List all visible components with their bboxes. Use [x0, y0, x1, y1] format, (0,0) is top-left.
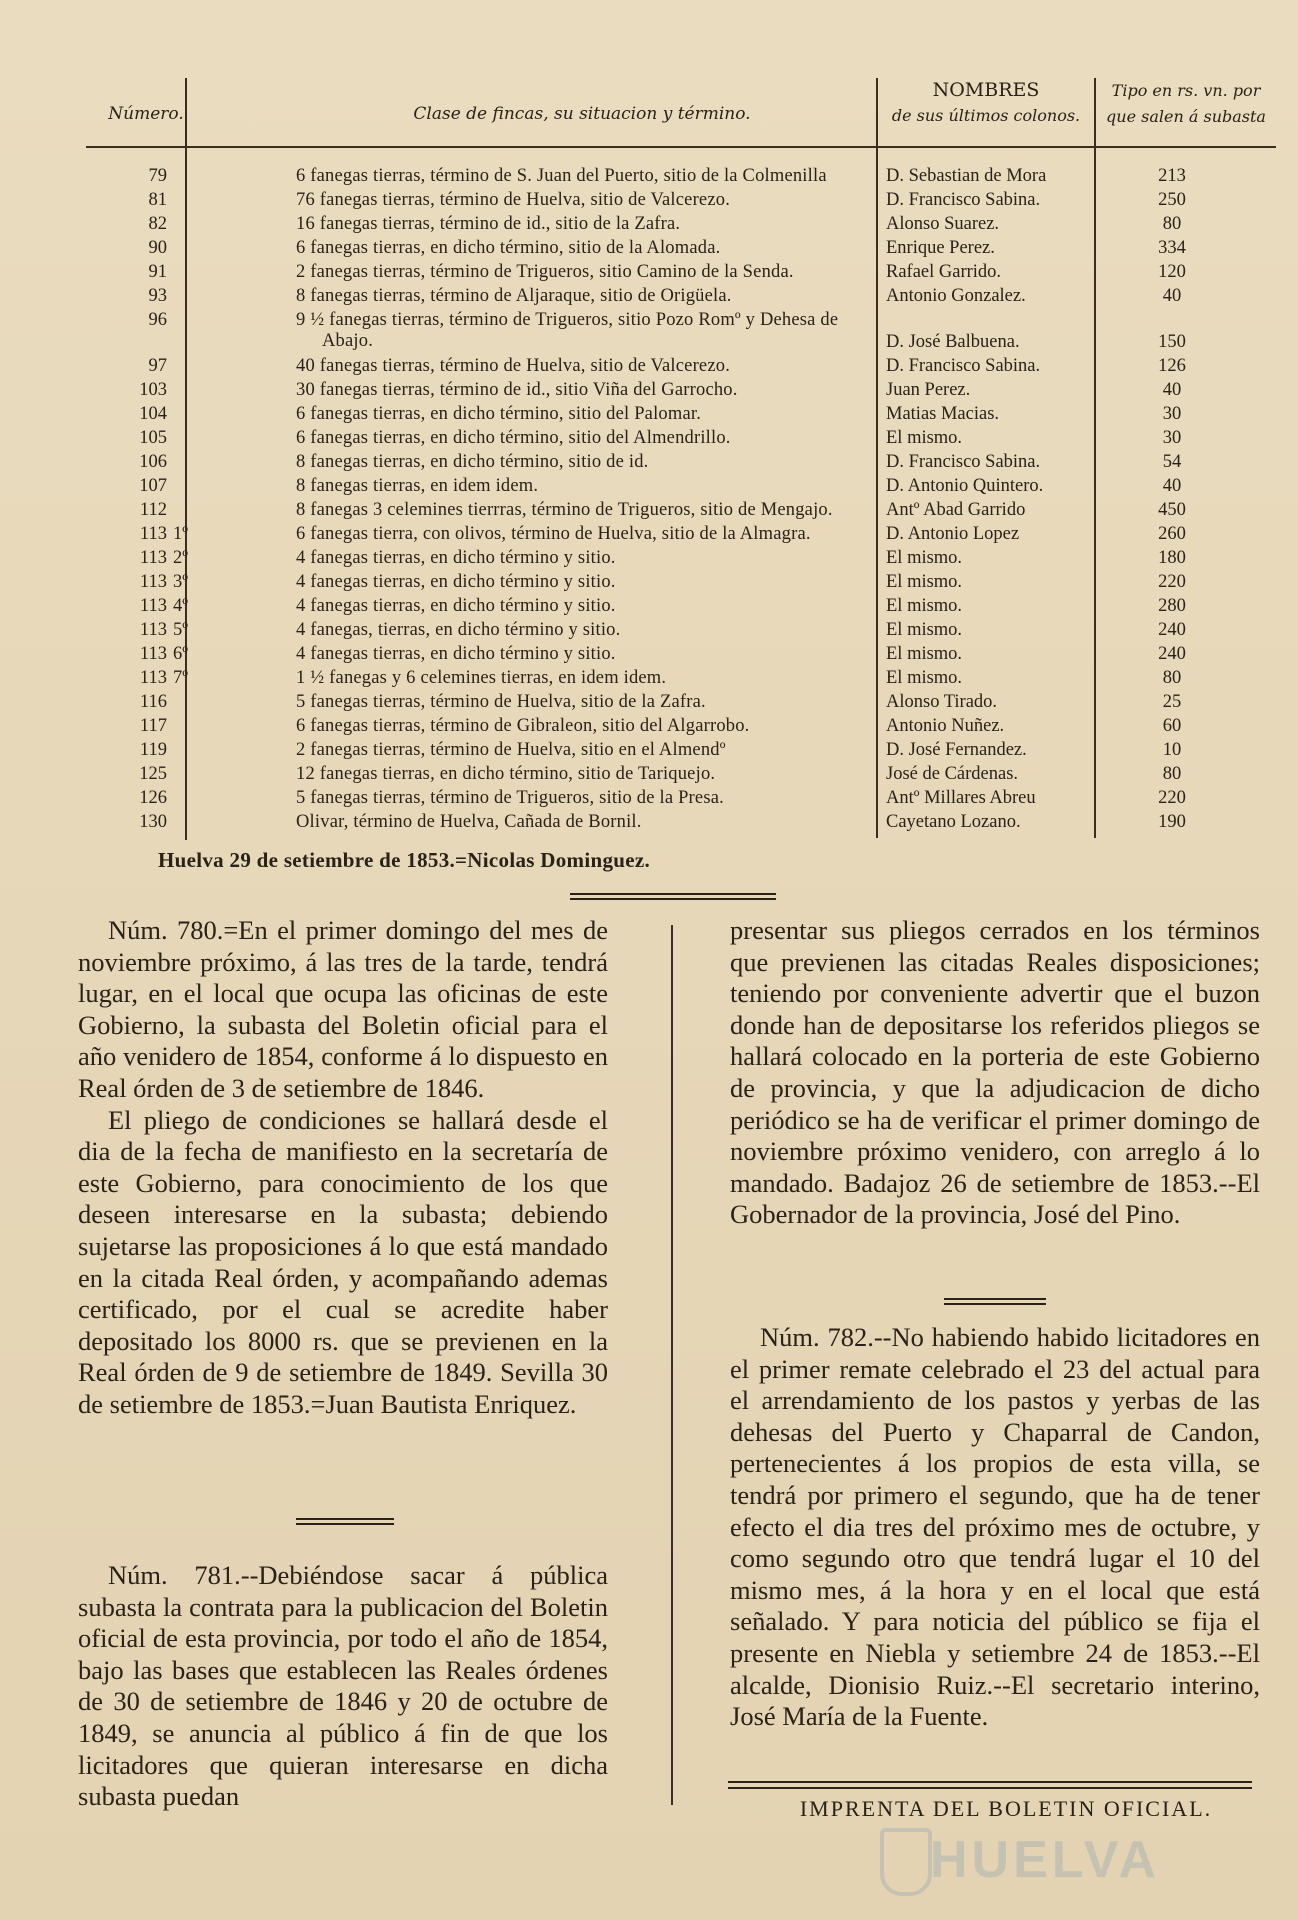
- table-header: [86, 72, 1276, 142]
- row-number: [86, 310, 211, 331]
- row-number: [86, 262, 211, 283]
- table-row: [86, 214, 1276, 238]
- row-clase: [220, 692, 960, 713]
- table-row: [86, 572, 1276, 596]
- row-nombre: Enrique Perez.: [886, 238, 995, 258]
- row-number: [86, 476, 211, 497]
- row-clase: [220, 356, 960, 377]
- table-row: [86, 380, 1276, 404]
- row-tipo: 25: [1162, 692, 1182, 712]
- row-clase: [220, 572, 960, 593]
- row-number: [86, 286, 211, 307]
- row-tipo: 180: [1158, 548, 1186, 568]
- row-number-value: 130: [139, 812, 167, 832]
- row-nombre: El mismo.: [886, 572, 963, 592]
- row-clase-text: 8 fanegas tierras, término de Aljaraque, sitio de Origüela.: [296, 286, 732, 306]
- section-divider: [570, 893, 776, 900]
- row-number: [86, 380, 211, 401]
- row-number-sub: 1º: [173, 524, 188, 544]
- row-nombre: El mismo.: [886, 620, 963, 640]
- row-clase-text: 40 fanegas tierras, término de Huelva, sitio de Valcerezo.: [296, 356, 731, 376]
- row-nombre: El mismo.: [886, 596, 963, 616]
- right-column-lower: [730, 1322, 1260, 1733]
- row-clase: [220, 668, 960, 689]
- row-tipo: 60: [1162, 716, 1182, 736]
- header-tipo: Tipo en rs. vn. por que salen á subasta: [1106, 81, 1266, 126]
- row-tipo: 30: [1162, 404, 1182, 424]
- notice-780-paragraph-1: Núm. 780.=En el primer domingo del mes de noviembre próximo, á las tres de la tarde, tendrá lugar, en el local que ocupa las oficinas de este Gobierno, la subasta del Boletin oficial para el año venidero de 1854, conforme á lo dispuesto en Real órden de 3 de setiembre de 1846.: [78, 915, 608, 1103]
- row-clase: [220, 190, 960, 211]
- row-clase-text: 6 fanegas tierras, término de Gibraleon, sitio del Algarrobo.: [296, 716, 750, 736]
- table-row: [86, 812, 1276, 836]
- row-tipo: 190: [1158, 812, 1186, 832]
- row-clase: [220, 620, 960, 641]
- row-nombre: El mismo.: [886, 548, 963, 568]
- table-row: [86, 596, 1276, 620]
- table-row: [86, 524, 1276, 548]
- row-number-value: 93: [148, 286, 167, 306]
- column-divider: [671, 925, 673, 1805]
- table-row: [86, 262, 1276, 286]
- row-clase-text: 1 ½ fanegas y 6 celemines tierras, en idem idem.: [296, 668, 667, 688]
- row-clase: [220, 740, 960, 761]
- row-nombre: D. José Fernandez.: [886, 740, 1027, 760]
- row-nombre: Antº Millares Abreu: [886, 788, 1036, 808]
- row-tipo: 80: [1162, 668, 1182, 688]
- row-tipo: 220: [1158, 572, 1186, 592]
- section-divider: [296, 1518, 394, 1525]
- row-number: [86, 166, 211, 187]
- row-clase-text: 76 fanegas tierras, término de Huelva, sitio de Valcerezo.: [296, 190, 731, 210]
- row-nombre: Antonio Gonzalez.: [886, 286, 1026, 306]
- table-row: [86, 428, 1276, 452]
- notice-781-continuation: presentar sus pliegos cerrados en los términos que previenen las citadas Reales disposiciones; teniendo por conveniente advertir que el buzon donde han de depositarse los referidos pliegos se hallará colocado en la porteria de este Gobierno de provincia, y que la adjudicacion de dicho periódico se ha de verificar el primer domingo de noviembre próximo venidero, con arreglo á lo mandado. Badajoz 26 de setiembre de 1853.--El Gobernador de la provincia, José del Pino.: [730, 915, 1260, 1230]
- section-divider: [944, 1298, 1046, 1305]
- table-row: [86, 356, 1276, 380]
- row-number: [86, 812, 211, 833]
- row-nombre: Alonso Tirado.: [886, 692, 998, 712]
- row-tipo: 213: [1158, 166, 1186, 186]
- row-number-value: 113: [139, 596, 167, 616]
- row-tipo: 280: [1158, 596, 1186, 616]
- row-clase-continuation: Abajo.: [322, 331, 374, 351]
- row-number: [86, 572, 211, 593]
- row-clase: [220, 452, 960, 473]
- row-number: [86, 716, 211, 737]
- row-number-value: 81: [148, 190, 167, 210]
- row-clase: [220, 716, 960, 737]
- row-clase-text: 5 fanegas tierras, término de Huelva, sitio de la Zafra.: [296, 692, 706, 712]
- row-clase-text: 6 fanegas tierras, término de S. Juan del Puerto, sitio de la Colmenilla: [296, 166, 827, 186]
- row-nombre: Matias Macias.: [886, 404, 1000, 424]
- row-tipo: 450: [1158, 500, 1186, 520]
- row-tipo: 250: [1158, 190, 1186, 210]
- row-clase-text: 30 fanegas tierras, término de id., sitio Viña del Garrocho.: [296, 380, 738, 400]
- row-clase-text: 16 fanegas tierras, término de id., sitio de la Zafra.: [296, 214, 681, 234]
- row-clase-text: 4 fanegas tierras, en dicho término y sitio.: [296, 644, 616, 664]
- row-nombre: Antonio Nuñez.: [886, 716, 1005, 736]
- row-number: [86, 428, 211, 449]
- row-tipo: 40: [1162, 476, 1182, 496]
- row-number-value: 116: [139, 692, 167, 712]
- row-tipo: 150: [1158, 332, 1186, 352]
- table-rule: [86, 146, 1276, 148]
- row-nombre: El mismo.: [886, 668, 963, 688]
- row-number-value: 113: [139, 548, 167, 568]
- table-row: [86, 476, 1276, 500]
- row-clase: [220, 764, 960, 785]
- row-nombre: Antº Abad Garrido: [886, 500, 1026, 520]
- printer-imprint: IMPRENTA DEL BOLETIN OFICIAL.: [799, 1796, 1213, 1821]
- row-number-value: 113: [139, 620, 167, 640]
- right-column: [730, 915, 1260, 1231]
- table-row: [86, 452, 1276, 476]
- row-clase: [220, 404, 960, 425]
- table-row: [86, 764, 1276, 788]
- row-clase-text: 2 fanegas tierras, término de Huelva, sitio en el Almendº: [296, 740, 726, 760]
- table-row: [86, 286, 1276, 310]
- shield-icon: [880, 1828, 932, 1896]
- row-clase: [220, 310, 960, 352]
- row-clase-text: 6 fanegas tierras, en dicho término, sitio del Palomar.: [296, 404, 702, 424]
- row-clase: [220, 238, 960, 259]
- section-divider: [728, 1781, 1252, 1789]
- row-number-sub: 7º: [173, 668, 188, 688]
- row-number: [86, 788, 211, 809]
- row-tipo: 126: [1158, 356, 1186, 376]
- row-number-value: 113: [139, 572, 167, 592]
- row-number-sub: 6º: [173, 644, 188, 664]
- row-clase: [220, 262, 960, 283]
- row-number-value: 96: [148, 310, 167, 330]
- row-number-value: 107: [139, 476, 167, 496]
- notice-782-paragraph-1: Núm. 782.--No habiendo habido licitadores en el primer remate celebrado el 23 del actual para el arrendamiento de los pastos y yerbas de las dehesas del Puerto y Chaparral de Candon, pertenecientes á los propios de esta villa, se tendrá por primero el segundo, que ha de tener efecto el dia tres del próximo mes de octubre, y como segundo otro que tendrá lugar el 10 del mismo mes, á la hora y en el local que está señalado. Y para noticia del público se fija el presente en Niebla y setiembre 24 de 1853.--El alcalde, Dionisio Ruiz.--El secretario interino, José María de la Fuente.: [730, 1322, 1260, 1732]
- row-number: [86, 644, 211, 665]
- header-clase: Clase de fincas, su situacion y término.: [413, 104, 751, 124]
- row-number-sub: 3º: [173, 572, 188, 592]
- table-row: [86, 620, 1276, 644]
- row-number: [86, 548, 211, 569]
- row-clase-text: Olivar, término de Huelva, Cañada de Bornil.: [296, 812, 642, 832]
- table-row: [86, 404, 1276, 428]
- row-nombre: Alonso Suarez.: [886, 214, 1000, 234]
- row-number-value: 106: [139, 452, 167, 472]
- row-number: [86, 452, 211, 473]
- row-tipo: 80: [1162, 214, 1182, 234]
- table-row: [86, 166, 1276, 190]
- row-nombre: D. José Balbuena.: [886, 332, 1020, 352]
- left-column-lower: [78, 1560, 608, 1813]
- row-clase-text: 4 fanegas tierras, en dicho término y sitio.: [296, 572, 616, 592]
- row-number-value: 103: [139, 380, 167, 400]
- row-clase-text: 4 fanegas, tierras, en dicho término y sitio.: [296, 620, 621, 640]
- row-number: [86, 404, 211, 425]
- row-clase-text: 4 fanegas tierras, en dicho término y sitio.: [296, 548, 616, 568]
- row-nombre: José de Cárdenas.: [886, 764, 1019, 784]
- table-row: [86, 788, 1276, 812]
- row-clase-text: 5 fanegas tierras, término de Trigueros, sitio de la Presa.: [296, 788, 724, 808]
- row-clase: [220, 166, 960, 187]
- row-clase: [220, 214, 960, 235]
- row-clase-text: 8 fanegas tierras, en dicho término, sitio de id.: [296, 452, 649, 472]
- row-number-value: 126: [139, 788, 167, 808]
- row-number-value: 117: [139, 716, 167, 736]
- row-number: [86, 190, 211, 211]
- row-number-sub: 4º: [173, 596, 188, 616]
- row-clase: [220, 500, 960, 521]
- table-row: [86, 310, 1276, 356]
- row-clase: [220, 812, 960, 833]
- row-nombre: El mismo.: [886, 644, 963, 664]
- row-number-value: 82: [148, 214, 167, 234]
- row-number-value: 113: [139, 644, 167, 664]
- row-nombre: D. Antonio Quintero.: [886, 476, 1044, 496]
- row-clase: [220, 788, 960, 809]
- row-nombre: D. Antonio Lopez: [886, 524, 1020, 544]
- row-nombre: D. Francisco Sabina.: [886, 190, 1041, 210]
- row-nombre: D. Francisco Sabina.: [886, 452, 1041, 472]
- row-number: [86, 238, 211, 259]
- row-clase: [220, 644, 960, 665]
- row-tipo: 10: [1162, 740, 1182, 760]
- row-clase: [220, 380, 960, 401]
- row-tipo: 240: [1158, 620, 1186, 640]
- row-number-value: 97: [148, 356, 167, 376]
- notice-781-paragraph-1: Núm. 781.--Debiéndose sacar á pública subasta la contrata para la publicacion del Boletin oficial de esta provincia, por todo el año de 1854, bajo las bases que establecen las Reales órdenes de 30 de setiembre de 1846 y 20 de octubre de 1849, se anuncia al público á fin de que los licitadores que quieran interesarse en dicha subasta puedan: [78, 1560, 608, 1812]
- row-number-sub: 5º: [173, 620, 188, 640]
- row-number-value: 79: [148, 166, 167, 186]
- table-row: [86, 644, 1276, 668]
- row-clase-text: 9 ½ fanegas tierras, término de Trigueros, sitio Pozo Romº y Dehesa de: [296, 310, 839, 330]
- row-nombre: D. Sebastian de Mora: [886, 166, 1047, 186]
- row-tipo: 120: [1158, 262, 1186, 282]
- row-number: [86, 524, 211, 545]
- row-number-value: 113: [139, 668, 167, 688]
- table-row: [86, 740, 1276, 764]
- notice-780-paragraph-2: El pliego de condiciones se hallará desde el dia de la fecha de manifiesto en la secretaría de este Gobierno, para conocimiento de los que deseen interesarse en la subasta; debiendo sujetarse las proposiciones á lo que está mandado en la citada Real órden, y acompañando ademas certificado, por el cual se acredite haber depositado los 8000 rs. que se previenen en la Real órden de 9 de setiembre de 1849. Sevilla 30 de setiembre de 1853.=Juan Bautista Enriquez.: [78, 1104, 608, 1419]
- row-nombre: El mismo.: [886, 428, 963, 448]
- row-tipo: 40: [1162, 380, 1182, 400]
- table-row: [86, 190, 1276, 214]
- table-row: [86, 692, 1276, 716]
- row-clase-text: 6 fanegas tierra, con olivos, término de Huelva, sitio de la Almagra.: [296, 524, 811, 544]
- row-number: [86, 356, 211, 377]
- row-number: [86, 500, 211, 521]
- row-clase: [220, 428, 960, 449]
- row-nombre: D. Francisco Sabina.: [886, 356, 1041, 376]
- row-nombre: Juan Perez.: [886, 380, 971, 400]
- table-body: [86, 166, 1276, 836]
- row-number: [86, 668, 211, 689]
- header-numero: Número.: [108, 104, 184, 124]
- row-tipo: 40: [1162, 286, 1182, 306]
- row-number-sub: 2º: [173, 548, 188, 568]
- row-clase: [220, 286, 960, 307]
- row-nombre: Rafael Garrido.: [886, 262, 1002, 282]
- row-tipo: 240: [1158, 644, 1186, 664]
- row-clase-text: 12 fanegas tierras, en dicho término, sitio de Tariquejo.: [296, 764, 716, 784]
- row-number: [86, 692, 211, 713]
- row-clase-text: 4 fanegas tierras, en dicho término y sitio.: [296, 596, 616, 616]
- table-row: [86, 668, 1276, 692]
- left-column: [78, 915, 608, 1421]
- table-signature: Huelva 29 de setiembre de 1853.=Nicolas Dominguez.: [158, 848, 651, 872]
- row-number-value: 105: [139, 428, 167, 448]
- header-nombres: NOMBRES: [932, 79, 1040, 101]
- row-clase-text: 2 fanegas tierras, término de Trigueros, sitio Camino de la Senda.: [296, 262, 794, 282]
- row-number-value: 90: [148, 238, 167, 258]
- row-number-value: 91: [148, 262, 167, 282]
- row-nombre: Cayetano Lozano.: [886, 812, 1021, 832]
- row-number-value: 119: [139, 740, 167, 760]
- row-number: [86, 764, 211, 785]
- row-tipo: 54: [1162, 452, 1182, 472]
- row-number-value: 113: [139, 524, 167, 544]
- watermark-logo: HUELVA: [930, 1831, 1161, 1889]
- row-number-value: 112: [139, 500, 167, 520]
- row-tipo: 334: [1158, 238, 1186, 258]
- table-row: [86, 500, 1276, 524]
- row-tipo: 260: [1158, 524, 1186, 544]
- row-clase-text: 6 fanegas tierras, en dicho término, sitio de la Alomada.: [296, 238, 721, 258]
- table-row: [86, 548, 1276, 572]
- row-tipo: 30: [1162, 428, 1182, 448]
- row-tipo: 220: [1158, 788, 1186, 808]
- row-clase-text: 8 fanegas tierras, en idem idem.: [296, 476, 539, 496]
- row-number-value: 125: [139, 764, 167, 784]
- row-number: [86, 214, 211, 235]
- row-clase-text: 6 fanegas tierras, en dicho término, sitio del Almendrillo.: [296, 428, 731, 448]
- row-clase-text: 8 fanegas 3 celemines tierrras, término de Trigueros, sitio de Mengajo.: [296, 500, 833, 520]
- row-number: [86, 596, 211, 617]
- row-number: [86, 740, 211, 761]
- table-row: [86, 238, 1276, 262]
- row-clase: [220, 524, 960, 545]
- row-tipo: 80: [1162, 764, 1182, 784]
- header-nombres-sub: de sus últimos colonos.: [891, 106, 1081, 125]
- table-row: [86, 716, 1276, 740]
- row-number: [86, 620, 211, 641]
- row-number-value: 104: [139, 404, 167, 424]
- row-clase: [220, 476, 960, 497]
- row-clase: [220, 548, 960, 569]
- row-clase: [220, 596, 960, 617]
